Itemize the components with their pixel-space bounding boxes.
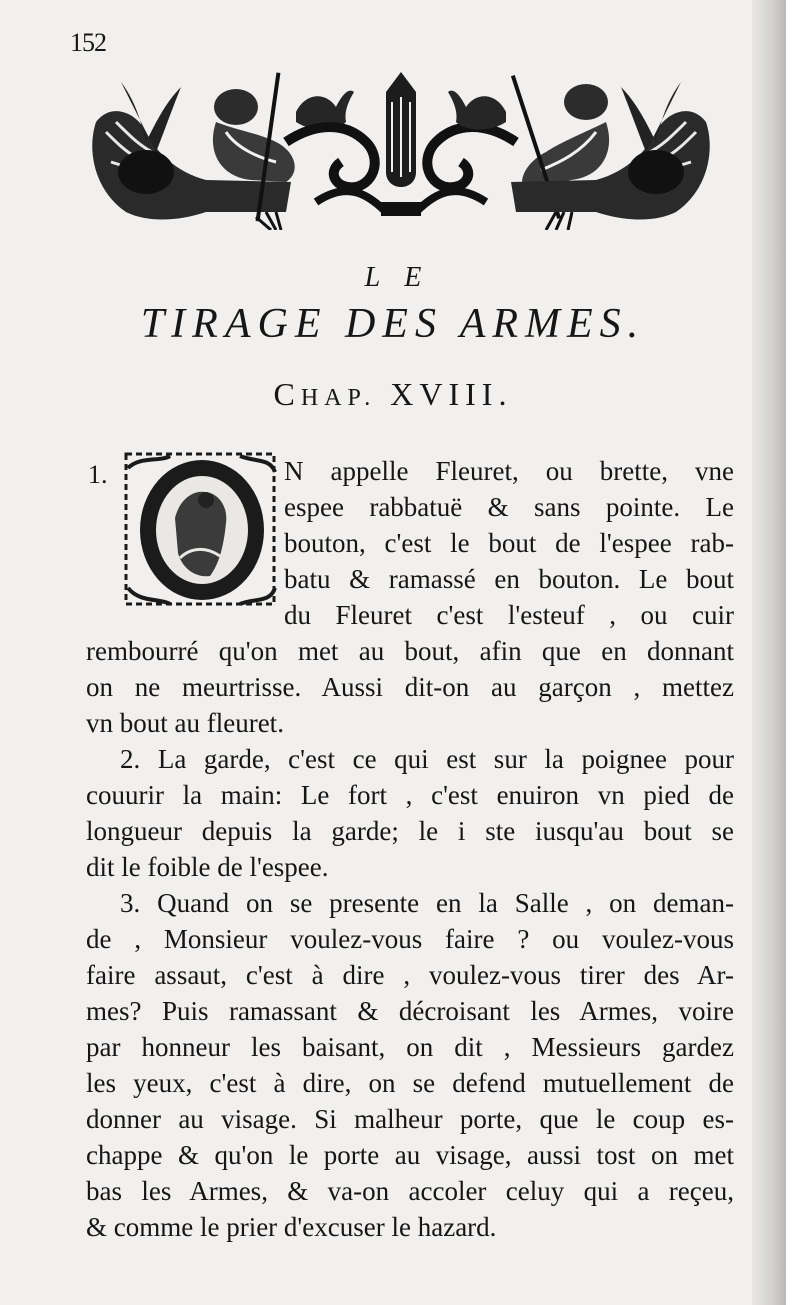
page-title: TIRAGE DES ARMES. <box>140 301 646 347</box>
text-line: & comme le prier d'excuser le hazard. <box>86 1212 497 1242</box>
text-line: rembourré qu'on met au bout, afin que en donnant <box>86 636 734 666</box>
text-line: batu & ramassé en bouton. Le bout <box>284 564 734 594</box>
text-line: du Fleuret c'est l'esteuf , ou cuir <box>284 600 734 630</box>
text-line: faire assaut, c'est à dire , voulez-vous tirer des Ar- <box>86 960 734 990</box>
text-line: par honneur les baisant, on dit , Messieurs gardez <box>86 1032 734 1062</box>
text-line: 3. Quand on se presente en la Salle , on deman- <box>120 888 734 918</box>
decorated-initial-o <box>120 448 280 610</box>
text-line: 2. La garde, c'est ce qui est sur la poignee pour <box>120 744 734 774</box>
text-line: vn bout au fleuret. <box>86 708 284 738</box>
text-line: chappe & qu'on le porte au visage, aussi tost on met <box>86 1140 734 1170</box>
text-line: couurir la main: Le fort , c'est enuiron vn pied de <box>86 780 734 810</box>
text-line: donner au visage. Si malheur porte, que le coup es- <box>86 1104 734 1134</box>
text-line: dit le foible de l'espee. <box>86 852 329 882</box>
chapter-prefix: HAP. <box>300 385 377 411</box>
page-number: 152 <box>70 28 106 57</box>
text-line: mes? Puis ramassant & décroisant les Armes, voire <box>86 996 734 1026</box>
chapter-heading <box>0 376 786 413</box>
text-line: longueur depuis la garde; le i ste iusqu'au bout se <box>86 816 734 846</box>
chapter-numeral: XVIII. <box>390 376 513 412</box>
text-line: on ne meurtrisse. Aussi dit-on au garçon , mettez <box>86 672 734 702</box>
text-line: bas les Armes, & va-on accoler celuy qui a reçeu, <box>86 1176 734 1206</box>
text-line: N appelle Fleuret, ou brette, vne <box>284 456 734 486</box>
chapter-prefix-initial: C <box>273 376 301 412</box>
text-line: de , Monsieur voulez-vous faire ? ou voulez-vous <box>86 924 734 954</box>
text-line: espee rabbatuë & sans pointe. Le <box>284 492 734 522</box>
text-line: les yeux, c'est à dire, on se defend mutuellement de <box>86 1068 734 1098</box>
paragraph-number: 1. <box>88 460 108 489</box>
text-line: bouton, c'est le bout de l'espee rab- <box>284 528 734 558</box>
title-article: LE <box>364 262 446 293</box>
page-edge-shadow <box>752 0 786 1305</box>
ornamental-headpiece <box>86 62 716 230</box>
